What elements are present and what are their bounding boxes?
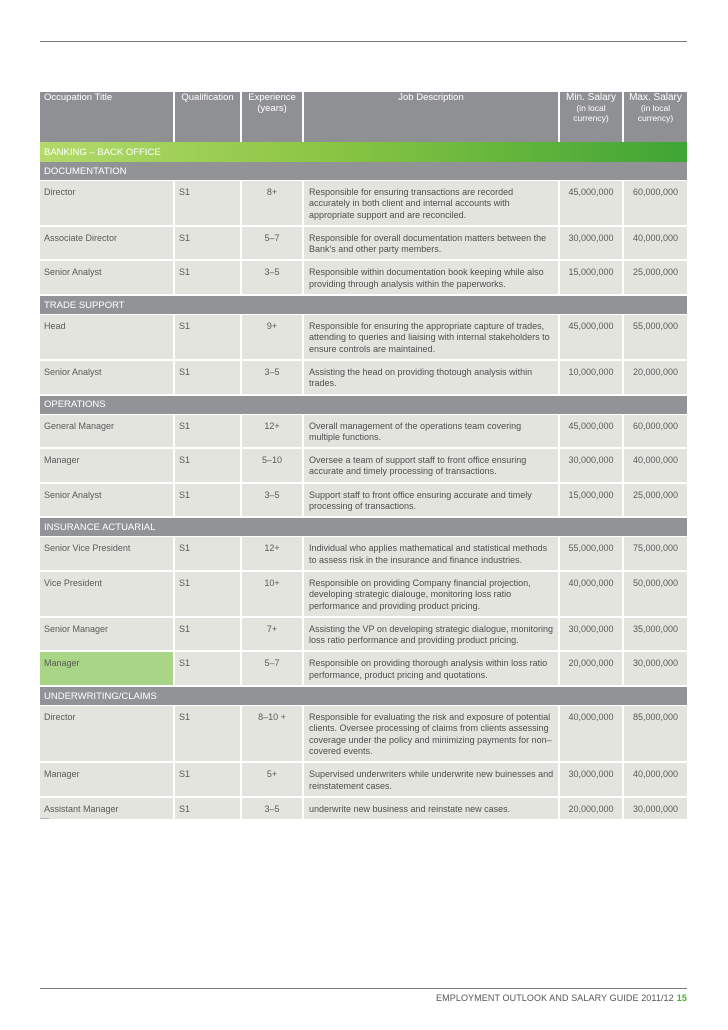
section-header	[40, 517, 687, 537]
occupation-title: Senior Vice President	[40, 537, 174, 571]
page-number: 15	[676, 993, 687, 1003]
table-header-row	[40, 92, 687, 142]
max-salary: 85,000,000	[623, 706, 687, 763]
section-header	[40, 295, 687, 315]
occupation-title: Senior Analyst	[40, 260, 174, 295]
occupation-title: Head	[40, 315, 174, 360]
job-description: Responsible for ensuring the appropriate capture of trades, attending to queries and liaising with internal stakeholders to ensure controls are maintained.	[303, 315, 559, 360]
job-description: underwrite new business and reinstate new cases.	[303, 797, 559, 820]
max-salary: 60,000,000	[623, 414, 687, 448]
table-row	[40, 181, 687, 226]
occupation-title: Manager	[40, 651, 174, 686]
section-header	[40, 686, 687, 706]
max-salary: 55,000,000	[623, 315, 687, 360]
qualification: S1	[174, 181, 241, 226]
occupation-title: Manager	[40, 762, 174, 797]
occupation-title: Senior Manager	[40, 617, 174, 652]
qualification: S1	[174, 483, 241, 518]
max-salary: 40,000,000	[623, 762, 687, 797]
table-row	[40, 360, 687, 395]
experience: 3–5	[241, 360, 303, 395]
qualification: S1	[174, 797, 241, 820]
table-row	[40, 762, 687, 797]
experience: 7+	[241, 617, 303, 652]
occupation-title: Manager	[40, 448, 174, 483]
min-salary: 15,000,000	[559, 260, 623, 295]
min-salary: 30,000,000	[559, 226, 623, 261]
experience: 5–7	[241, 651, 303, 686]
qualification: S1	[174, 315, 241, 360]
max-salary: 35,000,000	[623, 617, 687, 652]
experience: 10+	[241, 571, 303, 617]
table-row	[40, 617, 687, 652]
table-row	[40, 448, 687, 483]
max-salary: 40,000,000	[623, 448, 687, 483]
experience: 9+	[241, 315, 303, 360]
max-salary: 30,000,000	[623, 651, 687, 686]
qualification: S1	[174, 226, 241, 261]
experience: 5+	[241, 762, 303, 797]
max-salary: 40,000,000	[623, 226, 687, 261]
category-banner: BANKING – BACK OFFICE	[40, 142, 687, 162]
max-salary: 30,000,000	[623, 797, 687, 820]
table-row	[40, 260, 687, 295]
header-occupation: Occupation Title	[40, 92, 174, 142]
job-description: Supervised underwriters while underwrite new buinesses and reinstatement cases.	[303, 762, 559, 797]
experience: 5–7	[241, 226, 303, 261]
section-name: INSURANCE ACTUARIAL	[40, 517, 687, 537]
qualification: S1	[174, 651, 241, 686]
qualification: S1	[174, 414, 241, 448]
table-row	[40, 706, 687, 763]
footer-title: EMPLOYMENT OUTLOOK AND SALARY GUIDE 2011/12	[436, 993, 674, 1003]
experience: 3–5	[241, 797, 303, 820]
min-salary: 30,000,000	[559, 762, 623, 797]
experience: 12+	[241, 414, 303, 448]
section-header	[40, 395, 687, 415]
page-footer	[436, 993, 687, 1003]
min-salary: 10,000,000	[559, 360, 623, 395]
job-description: Responsible on providing thorough analysis within loss ratio performance, product pricing and quotations.	[303, 651, 559, 686]
header-qualification: Qualification	[174, 92, 241, 142]
table-row	[40, 315, 687, 360]
experience: 3–5	[241, 483, 303, 518]
job-description: Assisting the head on providing thotough analysis within trades.	[303, 360, 559, 395]
bottom-rule	[40, 988, 687, 989]
section-name: UNDERWRITING/CLAIMS	[40, 686, 687, 706]
header-max-salary: Max. Salary (in local currency)	[623, 92, 687, 142]
occupation-title: Vice President	[40, 571, 174, 617]
header-experience: Experience (years)	[241, 92, 303, 142]
min-salary: 40,000,000	[559, 571, 623, 617]
min-salary: 20,000,000	[559, 651, 623, 686]
max-salary: 50,000,000	[623, 571, 687, 617]
qualification: S1	[174, 260, 241, 295]
qualification: S1	[174, 617, 241, 652]
table-row	[40, 797, 687, 820]
section-name: DOCUMENTATION	[40, 162, 687, 181]
qualification: S1	[174, 706, 241, 763]
min-salary: 45,000,000	[559, 181, 623, 226]
max-salary: 25,000,000	[623, 260, 687, 295]
min-salary: 20,000,000	[559, 797, 623, 820]
section-header	[40, 162, 687, 181]
table-row	[40, 537, 687, 571]
qualification: S1	[174, 762, 241, 797]
min-salary: 55,000,000	[559, 537, 623, 571]
job-description: Responsible within documentation book keeping while also providing through analysis within the paperworks.	[303, 260, 559, 295]
job-description: Support staff to front office ensuring accurate and timely processing of transactions.	[303, 483, 559, 518]
job-description: Oversee a team of support staff to front office ensuring accurate and timely processing of transactions.	[303, 448, 559, 483]
occupation-title: General Manager	[40, 414, 174, 448]
job-description: Responsible for overall documentation matters between the Bank's and other party members.	[303, 226, 559, 261]
qualification: S1	[174, 571, 241, 617]
min-salary: 40,000,000	[559, 706, 623, 763]
min-salary: 30,000,000	[559, 448, 623, 483]
salary-table	[40, 92, 687, 821]
min-salary: 45,000,000	[559, 315, 623, 360]
occupation-title: Senior Analyst	[40, 483, 174, 518]
occupation-title: Director	[40, 181, 174, 226]
experience: 5–10	[241, 448, 303, 483]
qualification: S1	[174, 448, 241, 483]
min-salary: 45,000,000	[559, 414, 623, 448]
experience: 3–5	[241, 260, 303, 295]
job-description: Overall management of the operations team covering multiple functions.	[303, 414, 559, 448]
job-description: Responsible for ensuring transactions are recorded accurately in both client and internal accounts with appropriate support and are reconciled.	[303, 181, 559, 226]
job-description: Individual who applies mathematical and statistical methods to assess risk in the insurance and finance industries.	[303, 537, 559, 571]
occupation-title: Associate Director	[40, 226, 174, 261]
table-row	[40, 226, 687, 261]
occupation-title: Senior Analyst	[40, 360, 174, 395]
experience: 8–10 +	[241, 706, 303, 763]
table-row	[40, 483, 687, 518]
job-description: Responsible for evaluating the risk and exposure of potential clients. Oversee processing of claims from clients assessing coverage under the policy and minimizing payments for non–covered events.	[303, 706, 559, 763]
max-salary: 25,000,000	[623, 483, 687, 518]
top-rule	[40, 41, 687, 42]
job-description: Assisting the VP on developing strategic dialogue, monitoring loss ratio performance and providing product pricing.	[303, 617, 559, 652]
max-salary: 20,000,000	[623, 360, 687, 395]
occupation-title: Director	[40, 706, 174, 763]
min-salary: 15,000,000	[559, 483, 623, 518]
qualification: S1	[174, 537, 241, 571]
table-end-mark	[40, 818, 49, 819]
max-salary: 60,000,000	[623, 181, 687, 226]
table-row	[40, 571, 687, 617]
table-row	[40, 414, 687, 448]
min-salary: 30,000,000	[559, 617, 623, 652]
experience: 12+	[241, 537, 303, 571]
section-name: OPERATIONS	[40, 395, 687, 415]
max-salary: 75,000,000	[623, 537, 687, 571]
section-name: TRADE SUPPORT	[40, 295, 687, 315]
job-description: Responsible on providing Company financial projection, developing strategic dialouge, monitoring loss ratio performance and providing product pricing.	[303, 571, 559, 617]
header-description: Job Description	[303, 92, 559, 142]
occupation-title: Assistant Manager	[40, 797, 174, 820]
experience: 8+	[241, 181, 303, 226]
header-min-salary: Min. Salary (in local currency)	[559, 92, 623, 142]
table-row	[40, 651, 687, 686]
qualification: S1	[174, 360, 241, 395]
